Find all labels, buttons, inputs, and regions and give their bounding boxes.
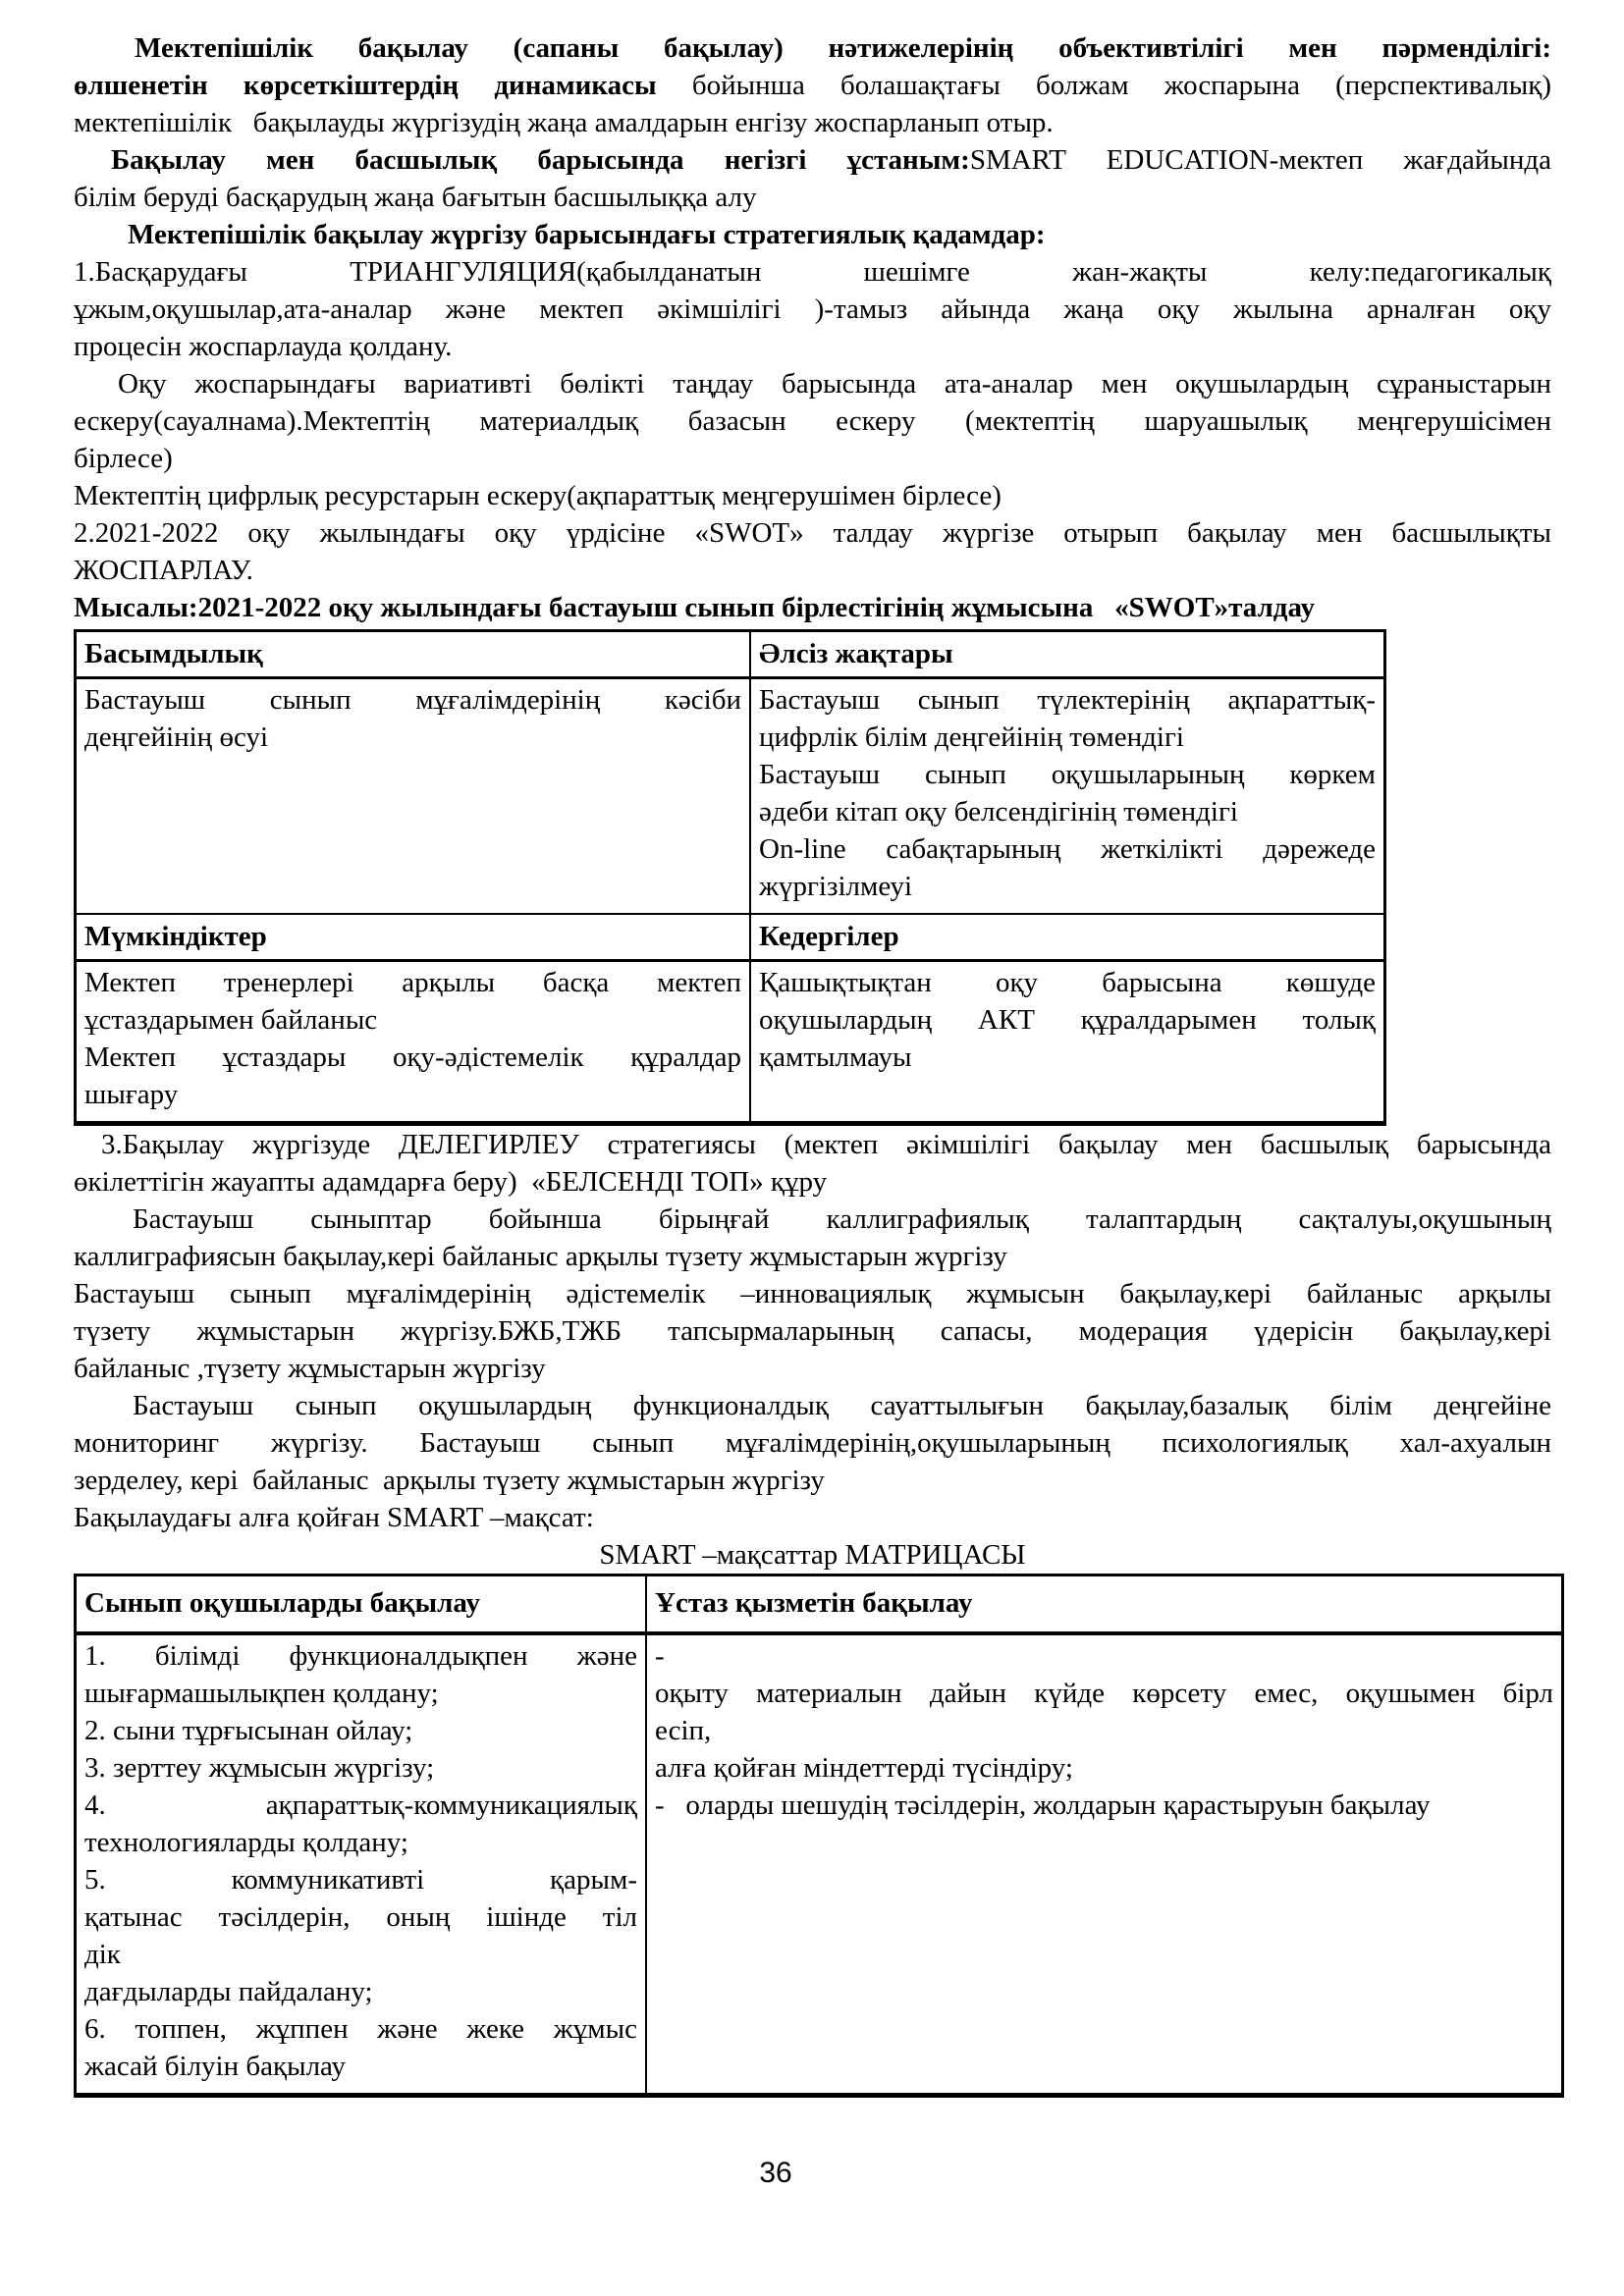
cell-line: деңгейінің өсуі	[84, 721, 268, 753]
paragraph-line: бірлесе)	[74, 443, 173, 474]
cell-line: Бастауыш сынып түлектерінің ақпараттық-	[759, 684, 1376, 716]
smart-matrix-table	[74, 1574, 1564, 2098]
cell-line: цифрлік білім деңгейінің төмендігі	[759, 721, 1184, 753]
paragraph-line: Бастауыш сынып мұғалімдерінің әдістемелік –инновациялық жұмысын бақылау,кері байланыс арқылы	[74, 1278, 1551, 1309]
swot-threats-cell	[750, 961, 1385, 1124]
paragraph-line: білім беруді басқарудың жаңа бағытын басшылыққа алу	[74, 182, 757, 213]
cell-line: шығару	[84, 1079, 179, 1110]
swot-opportunities-cell	[76, 961, 751, 1124]
table-row	[76, 678, 1385, 915]
text-run: SMART EDUCATION-мектеп жағдайында	[969, 144, 1552, 176]
swot-table	[74, 629, 1386, 1126]
matrix-title: SMART –мақсаттар МАТРИЦАСЫ	[599, 1539, 1026, 1571]
cell-line: жүргізілмеуі	[759, 871, 913, 902]
paragraph-line: 1.Басқарудағы ТРИАНГУЛЯЦИЯ(қабылданатын шешімге жан-жақты келу:педагогикалық	[74, 256, 1551, 288]
matrix-col1-header: Сынып оқушыларды бақылау	[76, 1575, 647, 1634]
paragraph-line: Мектептің цифрлық ресурстарын ескеру(ақпараттық меңгерушімен бірлесе)	[74, 480, 1001, 511]
paragraph-line: мониторинг жүргізу. Бастауыш сынып мұғалімдерінің,оқушыларының психологиялық хал-ахуалын	[74, 1427, 1551, 1459]
swot-example-title: Мысалы:2021-2022 оқу жылындағы бастауыш сынып бірлестігінің жұмысына «SWOT»талдау	[74, 592, 1315, 623]
swot-strengths-header: Басымдылық	[76, 631, 751, 678]
cell-line: жасай білуін бақылау	[84, 2051, 346, 2082]
paragraph-line: ескеру(сауалнама).Мектептің материалдық базасын ескеру (мектептің шаруашылық меңгерушісімен	[74, 405, 1551, 437]
cell-line: ұстаздарымен байланыс	[84, 1004, 378, 1036]
cell-line: оқушылардың АКТ құралдарымен толық	[759, 1004, 1376, 1036]
cell-line: Қашықтықтан оқу барысына көшуде	[759, 967, 1376, 998]
paragraph-line: зерделеу, кері байланыс арқылы түзету жұмыстарын жүргізу	[74, 1465, 825, 1496]
matrix-teacher-cell	[646, 1633, 1563, 2096]
cell-line: қатынас тәсілдерін, оның ішінде тіл	[84, 1901, 637, 1933]
cell-line: Бастауыш сынып оқушыларының көркем	[759, 759, 1376, 790]
swot-weaknesses-cell	[750, 678, 1385, 915]
matrix-col2-header: Ұстаз қызметін бақылау	[646, 1575, 1563, 1634]
cell-line: On-line сабақтарының жеткілікті дәрежеде	[759, 833, 1376, 865]
intro-text-block	[74, 29, 1551, 626]
paragraph-line: Мектепішілік бақылау (сапаны бақылау) нәтижелерінің объективтілігі мен пәрменділігі:	[135, 32, 1551, 64]
cell-line: Мектеп тренерлері арқылы басқа мектеп	[84, 967, 741, 998]
paragraph-line: ЖОСПАРЛАУ.	[74, 555, 253, 586]
paragraph-line: 3.Бақылау жүргізуде ДЕЛЕГИРЛЕУ стратегиясы (мектеп әкімшілігі бақылау мен басшылық барысында	[101, 1129, 1551, 1160]
cell-line: - оларды шешудің тәсілдерін, жолдарын қарастыруын бақылау	[655, 1789, 1431, 1821]
matrix-header-row	[76, 1575, 1563, 1634]
cell-line: 3. зерттеу жұмысын жүргізу;	[84, 1752, 435, 1784]
paragraph-line: байланыс ,түзету жұмыстарын жүргізу	[74, 1353, 546, 1384]
swot-weaknesses-header: Әлсіз жақтары	[750, 631, 1385, 678]
cell-line: оқыту материалын дайын күйде көрсету емес, оқушымен бірл	[655, 1678, 1553, 1709]
cell-line: 6. топпен, жұппен және жеке жұмыс	[84, 2013, 637, 2045]
bold-run: өлшенетін көрсеткіштердің динамикасы	[74, 70, 657, 101]
paragraph-line: 2.2021-2022 оқу жылындағы оқу үрдісіне «SWOT» талдау жүргізе отырып бақылау мен басшылықты	[74, 517, 1551, 549]
cell-line: технологияларды қолдану;	[84, 1827, 408, 1858]
cell-line: 1. білімді функционалдықпен және	[84, 1640, 637, 1672]
text-run: бойынша болашақтағы болжам жоспарына (перспективалық)	[656, 70, 1551, 101]
strategy-steps-heading: Мектепішілік бақылау жүргізу барысындағы стратегиялық қадамдар:	[128, 219, 1046, 250]
swot-opportunities-header: Мүмкіндіктер	[76, 914, 751, 961]
cell-line: дік	[84, 1939, 121, 1970]
cell-line: Мектеп ұстаздары оқу-әдістемелік құралдар	[84, 1041, 741, 1073]
swot-threats-header: Кедергілер	[750, 914, 1385, 961]
paragraph-line	[74, 141, 1551, 179]
table-row	[76, 1633, 1563, 2096]
paragraph-line: түзету жұмыстарын жүргізу.БЖБ,ТЖБ тапсырмаларының сапасы, модерация үдерісін бақылау,кері	[74, 1315, 1551, 1347]
paragraph-line: процесін жоспарлауда қолдану.	[74, 331, 453, 362]
matrix-students-cell	[76, 1633, 647, 2096]
table-row	[76, 961, 1385, 1124]
cell-line: дағдыларды пайдалану;	[84, 1976, 373, 2007]
swot-strengths-cell	[76, 678, 751, 915]
cell-line: 2. сыни тұрғысынан ойлау;	[84, 1715, 413, 1746]
paragraph-line: ұжым,оқушылар,ата-аналар және мектеп әкімшілігі )-тамыз айында жаңа оқу жылына арналған оқу	[74, 294, 1551, 325]
page-number: 36	[759, 2157, 792, 2189]
paragraph-line: Бастауыш сыныптар бойынша бірыңғай каллиграфиялық талаптардың сақталуы,оқушының	[133, 1203, 1551, 1235]
cell-line: шығармашылықпен қолдану;	[84, 1678, 439, 1709]
cell-line: 5. коммуникативті қарым-	[84, 1864, 637, 1896]
swot-header-row	[76, 631, 1385, 678]
bold-run: Бақылау мен басшылық барысында негізгі ұстаным:	[111, 144, 970, 176]
paragraph-line: Бастауыш сынып оқушылардың функционалдық сауаттылығын бақылау,базалық білім деңгейіне	[133, 1390, 1551, 1421]
swot-header-row-2	[76, 914, 1385, 961]
middle-text-block	[74, 1126, 1551, 1574]
cell-line: Бастауыш сынып мұғалімдерінің кәсіби	[84, 684, 741, 716]
paragraph-line	[74, 67, 1551, 104]
cell-line: есіп,	[655, 1715, 712, 1746]
cell-line: 4. ақпараттық-коммуникациялық	[84, 1789, 637, 1821]
cell-line: әдеби кітап оқу белсендігінің төмендігі	[759, 796, 1238, 828]
paragraph-line: мектепішілік бақылауды жүргізудің жаңа амалдарын енгізу жоспарланып отыр.	[74, 107, 1054, 138]
paragraph-line: Оқу жоспарындағы вариативті бөлікті таңдау барысында ата-аналар мен оқушылардың сұраныстарын	[118, 368, 1551, 400]
paragraph-line: өкілеттігін жауапты адамдарға беру) «БЕЛСЕНДІ ТОП» құру	[74, 1166, 828, 1198]
cell-line: алға қойған міндеттерді түсіндіру;	[655, 1752, 1073, 1784]
cell-line: -	[655, 1640, 665, 1672]
smart-goal-line: Бақылаудағы алға қойған SMART –мақсат:	[74, 1502, 594, 1533]
paragraph-line: каллиграфиясын бақылау,кері байланыс арқылы түзету жұмыстарын жүргізу	[74, 1241, 1007, 1272]
cell-line: қамтылмауы	[759, 1041, 912, 1073]
